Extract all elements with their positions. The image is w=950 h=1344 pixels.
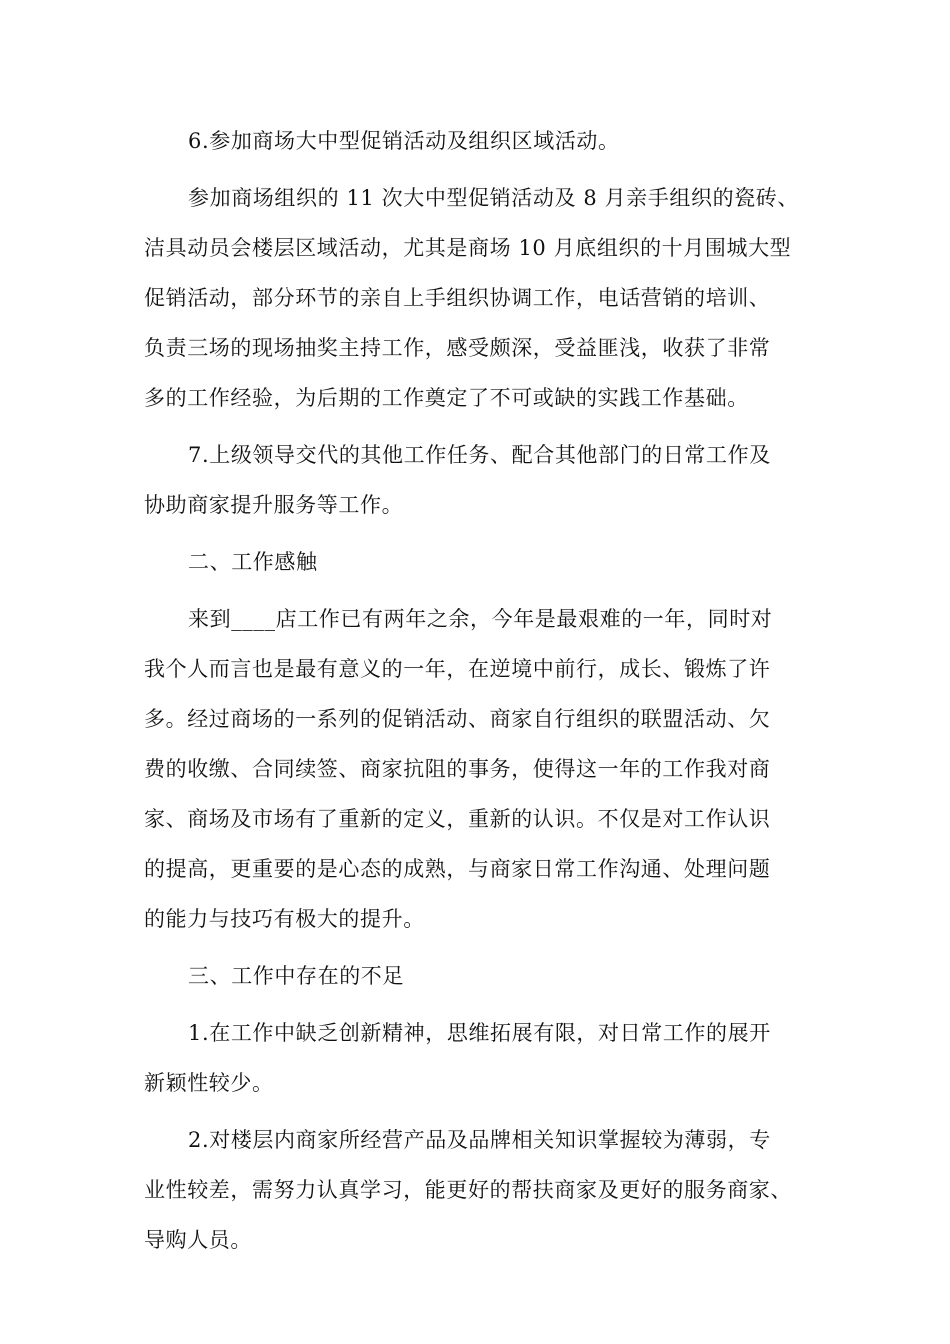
text-line: 费的收缴、合同续签、商家抗阻的事务，使得这一年的工作我对商 <box>144 757 771 781</box>
text-line: 2.对楼层内商家所经营产品及品牌相关知识掌握较为薄弱，专 <box>188 1128 771 1152</box>
text-line: 多。经过商场的一系列的促销活动、商家自行组织的联盟活动、欠 <box>144 707 771 731</box>
text-line: 多的工作经验，为后期的工作奠定了不可或缺的实践工作基础。 <box>144 386 749 410</box>
text-line: 我个人而言也是最有意义的一年，在逆境中前行，成长、锻炼了许 <box>144 657 771 681</box>
section-heading: 二、工作感触 <box>188 550 318 574</box>
text-line: 6.参加商场大中型促销活动及组织区域活动。 <box>188 129 620 153</box>
text-line: 新颖性较少。 <box>144 1071 274 1095</box>
text-line: 参加商场组织的 11 次大中型促销活动及 8 月亲手组织的瓷砖、 <box>188 186 799 210</box>
text-line: 1.在工作中缺乏创新精神，思维拓展有限，对日常工作的展开 <box>188 1021 771 1045</box>
text-line: 的提高，更重要的是心态的成熟，与商家日常工作沟通、处理问题 <box>144 857 771 881</box>
text-line: 协助商家提升服务等工作。 <box>144 493 404 517</box>
text-line: 7.上级领导交代的其他工作任务、配合其他部门的日常工作及 <box>188 443 771 467</box>
text-line: 洁具动员会楼层区域活动，尤其是商场 10 月底组织的十月围城大型 <box>144 236 792 260</box>
text-line: 促销活动，部分环节的亲自上手组织协调工作，电话营销的培训、 <box>144 286 771 310</box>
text-line: 导购人员。 <box>144 1228 252 1252</box>
text-line: 家、商场及市场有了重新的定义，重新的认识。不仅是对工作认识 <box>144 807 771 831</box>
section-heading: 三、工作中存在的不足 <box>188 964 404 988</box>
text-line: 负责三场的现场抽奖主持工作，感受颇深，受益匪浅，收获了非常 <box>144 336 771 360</box>
text-line: 业性较差，需努力认真学习，能更好的帮扶商家及更好的服务商家、 <box>144 1178 792 1202</box>
text-line: 的能力与技巧有极大的提升。 <box>144 907 425 931</box>
text-line: 来到____店工作已有两年之余，今年是最艰难的一年，同时对 <box>188 607 773 631</box>
document-body <box>144 128 806 1253</box>
